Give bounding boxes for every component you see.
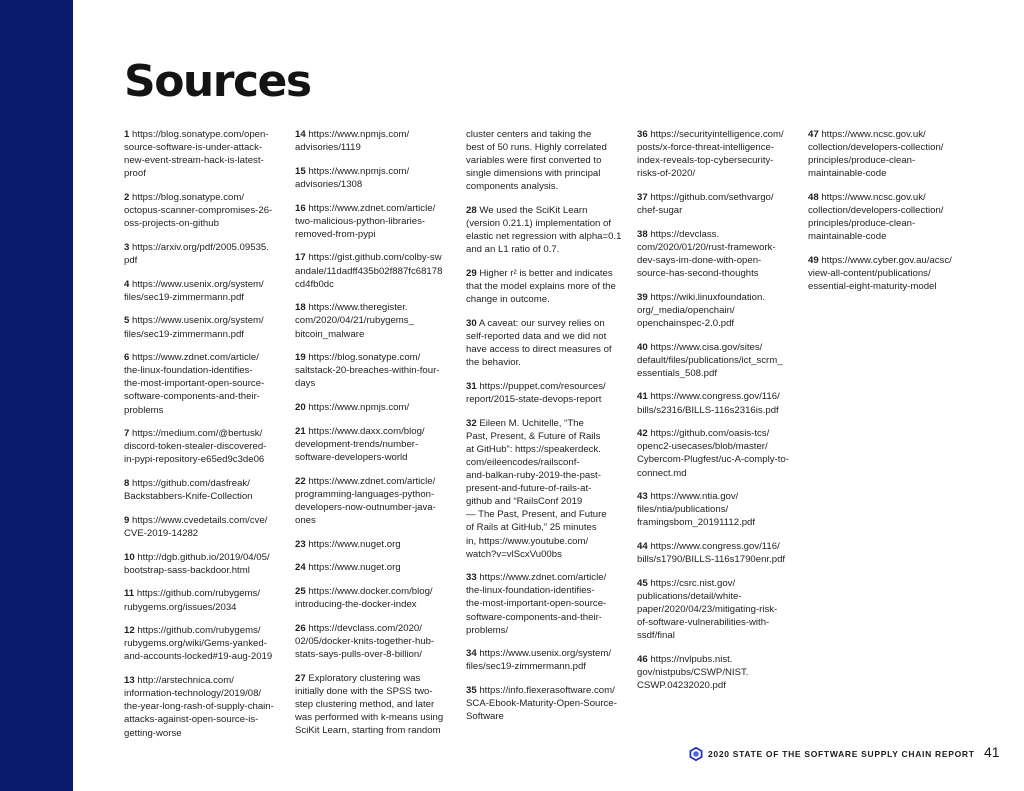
source-text: http://arstechnica.com/ information-technology/2019/08/ the-year-long-rash-of-supply-chain- attacks-against-open-source-is- getting-worse xyxy=(124,675,274,739)
source-number: 3 xyxy=(124,241,130,253)
source-text: http://dgb.github.io/2019/04/05/ bootstrap-sass-backdoor.html xyxy=(124,551,270,576)
source-text: cluster centers and taking the best of 50 runs. Highly correlated variables were first converted to single dimensions with principal components analysis. xyxy=(466,129,607,193)
source-entry-16 xyxy=(295,202,455,241)
source-number: 38 xyxy=(637,228,648,240)
source-entry-10 xyxy=(124,551,284,577)
source-entry-39 xyxy=(637,291,797,330)
source-number: 34 xyxy=(466,648,477,660)
source-entry-24 xyxy=(295,561,455,574)
source-entry-35 xyxy=(466,684,626,723)
source-entry-31 xyxy=(466,380,626,406)
source-entry-22 xyxy=(295,475,455,527)
source-text: https://www.usenix.org/system/ files/sec19-zimmermann.pdf xyxy=(124,278,264,303)
source-text: https://www.zdnet.com/article/ the-linux-foundation-identifies- the-most-important-open-source- software-components-and-their- problems xyxy=(124,352,265,416)
source-text: https://www.npmjs.com/ advisories/1308 xyxy=(295,165,410,190)
source-number: 21 xyxy=(295,425,306,437)
source-number: 22 xyxy=(295,475,306,487)
source-number: 10 xyxy=(124,551,135,563)
source-number: 20 xyxy=(295,402,306,414)
source-entry-44 xyxy=(637,540,797,566)
source-text: https://securityintelligence.com/ posts/x-force-threat-intelligence- index-reveals-top-cybersecurity- risks-of-2020/ xyxy=(637,129,784,180)
report-footer-title: 2020 STATE OF THE SOFTWARE SUPPLY CHAIN REPORT xyxy=(708,749,975,759)
source-number: 26 xyxy=(295,622,306,634)
source-number: 14 xyxy=(295,129,306,140)
source-text: https://www.daxx.com/blog/ development-trends/number- software-developers-world xyxy=(295,425,425,463)
source-entry-48 xyxy=(808,191,968,243)
source-text: https://www.ncsc.gov.uk/ collection/developers-collection/ principles/produce-clean- maintainable-code xyxy=(808,191,944,243)
source-number: 32 xyxy=(466,417,477,429)
source-number: 40 xyxy=(637,341,648,353)
page-title: Sources xyxy=(124,56,311,107)
source-number: 28 xyxy=(466,205,477,217)
source-entry-23 xyxy=(295,538,455,551)
source-text: https://www.docker.com/blog/ introducing-the-docker-index xyxy=(295,585,433,611)
source-text: https://blog.sonatype.com/ octopus-scanner-compromises-26- oss-projects-on-github xyxy=(124,191,273,230)
source-entry-6 xyxy=(124,351,284,416)
source-number: 29 xyxy=(466,268,477,280)
source-number: 48 xyxy=(808,191,819,203)
source-entry-43 xyxy=(637,490,797,529)
source-entry-8 xyxy=(124,477,284,503)
source-number: 30 xyxy=(466,317,477,329)
source-text: https://www.npmjs.com/ xyxy=(308,402,410,414)
source-entry-27 xyxy=(295,672,455,737)
source-entry-29 xyxy=(466,267,626,306)
source-number: 4 xyxy=(124,278,130,290)
source-text: https://www.cyber.gov.au/acsc/ view-all-content/publications/ essential-eight-maturity-model xyxy=(808,254,952,293)
source-entry-12 xyxy=(124,624,284,663)
source-entry-7 xyxy=(124,427,284,466)
source-text: https://github.com/sethvargo/ chef-sugar xyxy=(637,191,774,217)
source-entry-4 xyxy=(124,278,284,304)
sources-column-3 xyxy=(466,128,626,734)
source-number: 6 xyxy=(124,352,130,364)
source-number: 35 xyxy=(466,685,477,697)
source-number: 17 xyxy=(295,252,306,264)
source-number: 31 xyxy=(466,380,477,392)
source-text: https://www.nuget.org xyxy=(308,538,401,550)
source-number: 18 xyxy=(295,302,306,314)
source-text: Exploratory clustering was initially done with the SPSS two- step clustering method, and later was performed with k-means using SciKit Learn, starting from random xyxy=(295,672,444,736)
source-text: A caveat: our survey relies on self-reported data and we did not have access to direct measures of the behavior. xyxy=(466,317,612,369)
source-entry-3 xyxy=(124,241,284,267)
source-text: https://www.congress.gov/116/ bills/s1790/BILLS-116s1790enr.pdf xyxy=(637,541,786,566)
source-number: 16 xyxy=(295,202,306,214)
left-accent-band xyxy=(0,0,73,791)
source-entry-40 xyxy=(637,341,797,380)
source-entry-25 xyxy=(295,585,455,611)
source-text: https://gist.github.com/colby-sw andale/11dadff435b02f887fc68178 cd4fb0dc xyxy=(295,252,443,290)
source-entry-11 xyxy=(124,587,284,613)
source-number: 5 xyxy=(124,315,130,327)
source-number: 46 xyxy=(637,653,648,665)
source-text: https://github.com/dasfreak/ Backstabbers-Knife-Collection xyxy=(124,478,253,503)
source-text: https://www.zdnet.com/article/ two-malicious-python-libraries- removed-from-pypi xyxy=(295,202,436,240)
source-entry-28 xyxy=(466,204,626,256)
source-number: 24 xyxy=(295,562,306,574)
source-text: We used the SciKit Learn (version 0.21.1) implementation of elastic net regression with alpha=0.1 and an L1 ratio of 0.7. xyxy=(466,205,622,256)
source-text: https://nvlpubs.nist. gov/nistpubs/CSWP/NIST. CSWP.04232020.pdf xyxy=(637,653,749,692)
source-number: 47 xyxy=(808,129,819,140)
source-number: 42 xyxy=(637,428,648,440)
source-number: 1 xyxy=(124,129,130,140)
source-entry-47 xyxy=(808,128,968,180)
source-number: 44 xyxy=(637,541,648,553)
source-text: https://github.com/rubygems/ rubygems.org/wiki/Gems-yanked- and-accounts-locked#19-aug-2019 xyxy=(124,625,273,663)
source-entry-34 xyxy=(466,647,626,673)
source-entry-26 xyxy=(295,622,455,661)
source-text: https://www.npmjs.com/ advisories/1119 xyxy=(295,129,410,154)
hexagon-logo-icon xyxy=(689,747,703,761)
source-entry-42 xyxy=(637,427,797,479)
source-number: 12 xyxy=(124,625,135,637)
source-entry-49 xyxy=(808,254,968,293)
source-number: 41 xyxy=(637,391,648,403)
page-number: 41 xyxy=(984,744,1000,760)
source-text: https://blog.sonatype.com/open- source-software-is-under-attack- new-event-stream-hack-is-latest- proof xyxy=(124,129,269,180)
source-number: 45 xyxy=(637,577,648,589)
source-number: 2 xyxy=(124,191,130,203)
source-text: https://www.cisa.gov/sites/ default/files/publications/ict_scrm_ essentials_508.pdf xyxy=(637,341,783,379)
source-entry-30 xyxy=(466,317,626,369)
source-text: https://devclass.com/2020/ 02/05/docker-knits-together-hub- stats-says-pulls-over-8-billion/ xyxy=(295,622,435,660)
source-text: https://www.cvedetails.com/cve/ CVE-2019-14282 xyxy=(124,514,268,539)
source-entry-9 xyxy=(124,514,284,540)
source-entry-17 xyxy=(295,251,455,290)
source-text: https://wiki.linuxfoundation. org/_media/openchain/ openchainspec-2.0.pdf xyxy=(637,291,766,329)
source-text: https://www.congress.gov/116/ bills/s2316/BILLS-116s2316is.pdf xyxy=(637,391,780,416)
source-entry-38 xyxy=(637,228,797,280)
source-entry-21 xyxy=(295,425,455,464)
source-number: 27 xyxy=(295,672,306,684)
source-number: 11 xyxy=(124,588,135,600)
source-number: 23 xyxy=(295,538,306,550)
sources-column-1 xyxy=(124,128,284,750)
source-entry-45 xyxy=(637,577,797,642)
source-text: https://www.ncsc.gov.uk/ collection/developers-collection/ principles/produce-clean- maintainable-code xyxy=(808,129,944,180)
source-entry-41 xyxy=(637,390,797,416)
source-entry-2 xyxy=(124,191,284,230)
source-entry-18 xyxy=(295,301,455,340)
source-text: https://github.com/rubygems/ rubygems.org/issues/2034 xyxy=(124,588,261,613)
sources-column-2 xyxy=(295,128,455,748)
source-text: https://puppet.com/resources/ report/2015-state-devops-report xyxy=(466,380,606,405)
source-number: 36 xyxy=(637,129,648,140)
source-text: https://www.zdnet.com/article/ programming-languages-python- developers-now-outnumber-java- ones xyxy=(295,475,436,526)
source-text: Higher r² is better and indicates that the model explains more of the change in outcome. xyxy=(466,268,616,306)
source-entry-15 xyxy=(295,165,455,191)
source-number: 33 xyxy=(466,572,477,584)
source-text: https://medium.com/@bertusk/ discord-token-stealer-discovered- in-pypi-repository-e65ed9c3de06 xyxy=(124,428,267,466)
source-text: https://www.usenix.org/system/ files/sec19-zimmermann.pdf xyxy=(124,315,264,340)
source-number: 43 xyxy=(637,491,648,503)
source-entry-36 xyxy=(637,128,797,180)
source-text: https://arxiv.org/pdf/2005.09535. pdf xyxy=(124,241,269,266)
source-text: https://www.zdnet.com/article/ the-linux-foundation-identifies- the-most-important-open-source- software-components-and-their- problems/ xyxy=(466,572,607,636)
source-entry-5 xyxy=(124,314,284,340)
sources-column-5 xyxy=(808,128,968,304)
source-number: 13 xyxy=(124,675,135,687)
source-entry-20 xyxy=(295,401,455,414)
source-text: https://csrc.nist.gov/ publications/detail/white- paper/2020/04/23/mitigating-risk- of-software-vulnerabilities-with- ssdf/final xyxy=(637,577,778,642)
source-entry-13 xyxy=(124,674,284,739)
source-number: 8 xyxy=(124,478,130,490)
source-entry-14 xyxy=(295,128,455,154)
source-text: https://www.theregister. com/2020/04/21/rubygems_ bitcoin_malware xyxy=(295,302,414,340)
source-entry-37 xyxy=(637,191,797,217)
source-number: 7 xyxy=(124,428,130,440)
source-number: 9 xyxy=(124,514,130,526)
sources-column-4 xyxy=(637,128,797,703)
source-text: https://github.com/oasis-tcs/ openc2-usecases/blob/master/ Cybercom-Plugfest/uc-A-comply-to- connect.md xyxy=(637,428,789,479)
source-entry-1 xyxy=(124,128,284,180)
source-entry-32 xyxy=(466,417,626,561)
source-number: 25 xyxy=(295,585,306,597)
source-number: 49 xyxy=(808,254,819,266)
source-entry-continuation xyxy=(466,128,626,193)
source-text: https://devclass. com/2020/01/20/rust-framework- dev-says-im-done-with-open- source-has-second-thoughts xyxy=(637,228,776,280)
source-text: https://www.usenix.org/system/ files/sec19-zimmermann.pdf xyxy=(466,648,612,673)
source-entry-46 xyxy=(637,653,797,692)
source-number: 15 xyxy=(295,165,306,177)
source-text: https://blog.sonatype.com/ saltstack-20-breaches-within-four- days xyxy=(295,352,440,390)
source-entry-33 xyxy=(466,571,626,636)
source-number: 37 xyxy=(637,191,648,203)
source-text: https://www.nuget.org xyxy=(308,562,401,574)
source-number: 39 xyxy=(637,291,648,303)
source-number: 19 xyxy=(295,352,306,364)
source-text: https://info.flexerasoftware.com/ SCA-Ebook-Maturity-Open-Source- Software xyxy=(466,685,617,723)
source-text: Eileen M. Uchitelle, “The Past, Present, & Future of Rails at GitHub”: https://speakerdeck. com/eileencodes/railsconf- and-balkan-ruby-2019-the-past- present-and-future-of-rails-at- github and “RailsConf 2019 — The Past, Present, and Future of Rails at GitHub,” 25 minutes in, https://www.youtube.com/ watch?v=vlScxVu00bs xyxy=(466,417,607,560)
source-text: https://www.ntia.gov/ files/ntia/publications/ framingsbom_20191112.pdf xyxy=(637,491,756,529)
source-entry-19 xyxy=(295,351,455,390)
